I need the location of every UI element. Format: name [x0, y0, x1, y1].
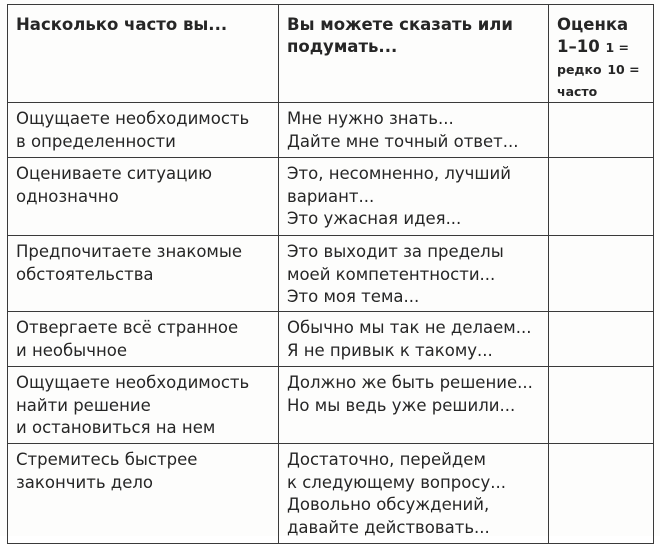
situation-text: однозначно [16, 186, 119, 206]
score-cell[interactable] [549, 367, 654, 444]
header-phrases [279, 5, 549, 103]
phrase-text: к следующему вопросу... [287, 472, 506, 492]
situation-cell [8, 103, 279, 158]
header-score [549, 5, 654, 103]
situation-cell [8, 312, 279, 367]
score-cell[interactable] [549, 444, 654, 544]
situation-cell [8, 236, 279, 312]
situation-text: Предпочитаете знакомые [16, 242, 243, 261]
score-cell[interactable] [549, 312, 654, 367]
table-row [8, 367, 654, 444]
phrase-text: Должно же быть решение... [287, 373, 533, 392]
situation-cell [8, 367, 279, 444]
situation-cell [8, 444, 279, 544]
header-situation [8, 5, 279, 103]
header-score-title: Оценка [557, 15, 629, 34]
phrase-cell [279, 367, 549, 444]
situation-text: Отвергаете всё странное [16, 318, 239, 337]
header-phrases-line-2: подумать... [287, 37, 398, 56]
score-cell[interactable] [549, 158, 654, 236]
score-cell[interactable] [549, 236, 654, 312]
header-situation-label: Насколько часто вы... [16, 15, 228, 34]
situation-text: в определенности [16, 131, 176, 151]
situation-text: Стремитесь быстрее [16, 450, 198, 469]
table-header-row [8, 5, 654, 103]
phrase-text: давайте действовать... [287, 517, 490, 537]
phrase-text: Мне нужно знать... [287, 109, 454, 128]
phrase-text: Это, несомненно, лучший [287, 164, 511, 183]
header-phrases-line-1: Вы можете сказать или [287, 15, 513, 34]
phrase-cell [279, 158, 549, 236]
phrase-text: Довольно обсуждений, [287, 495, 490, 514]
situation-text: Ощущаете необходимость [16, 109, 250, 128]
phrase-cell [279, 312, 549, 367]
phrase-cell [279, 103, 549, 158]
table-row [8, 103, 654, 158]
situation-text: закончить дело [16, 472, 153, 492]
self-assessment-table [7, 4, 654, 544]
phrase-text: Достаточно, перейдем [287, 450, 486, 469]
situation-cell [8, 158, 279, 236]
phrase-text: вариант... [287, 186, 375, 206]
phrase-text: Дайте мне точный ответ... [287, 131, 519, 151]
situation-text: найти решение [16, 395, 151, 415]
situation-text: и остановиться на нем [16, 418, 216, 437]
phrase-cell [279, 236, 549, 312]
situation-text: Ощущаете необходимость [16, 373, 250, 392]
phrase-text: Но мы ведь уже решили... [287, 395, 516, 415]
table-row [8, 312, 654, 367]
situation-text: и необычное [16, 340, 127, 360]
phrase-text: Это моя тема... [287, 287, 420, 306]
phrase-text: Я не привык к такому... [287, 340, 493, 360]
situation-text: Оцениваете ситуацию [16, 164, 213, 183]
header-score-note-low: 1 = редко [557, 40, 629, 77]
phrase-text: Обычно мы так не делаем... [287, 318, 532, 337]
phrase-text: Это ужасная идея... [287, 209, 462, 228]
table-row [8, 158, 654, 236]
table-row [8, 444, 654, 544]
phrase-cell [279, 444, 549, 544]
situation-text: обстоятельства [16, 264, 154, 284]
header-score-range: 1–10 [557, 37, 600, 56]
phrase-text: Это выходит за пределы [287, 242, 504, 261]
phrase-text: моей компетентности... [287, 264, 496, 284]
table-row [8, 236, 654, 312]
score-cell[interactable] [549, 103, 654, 158]
header-score-note-high: 10 = часто [557, 62, 640, 99]
